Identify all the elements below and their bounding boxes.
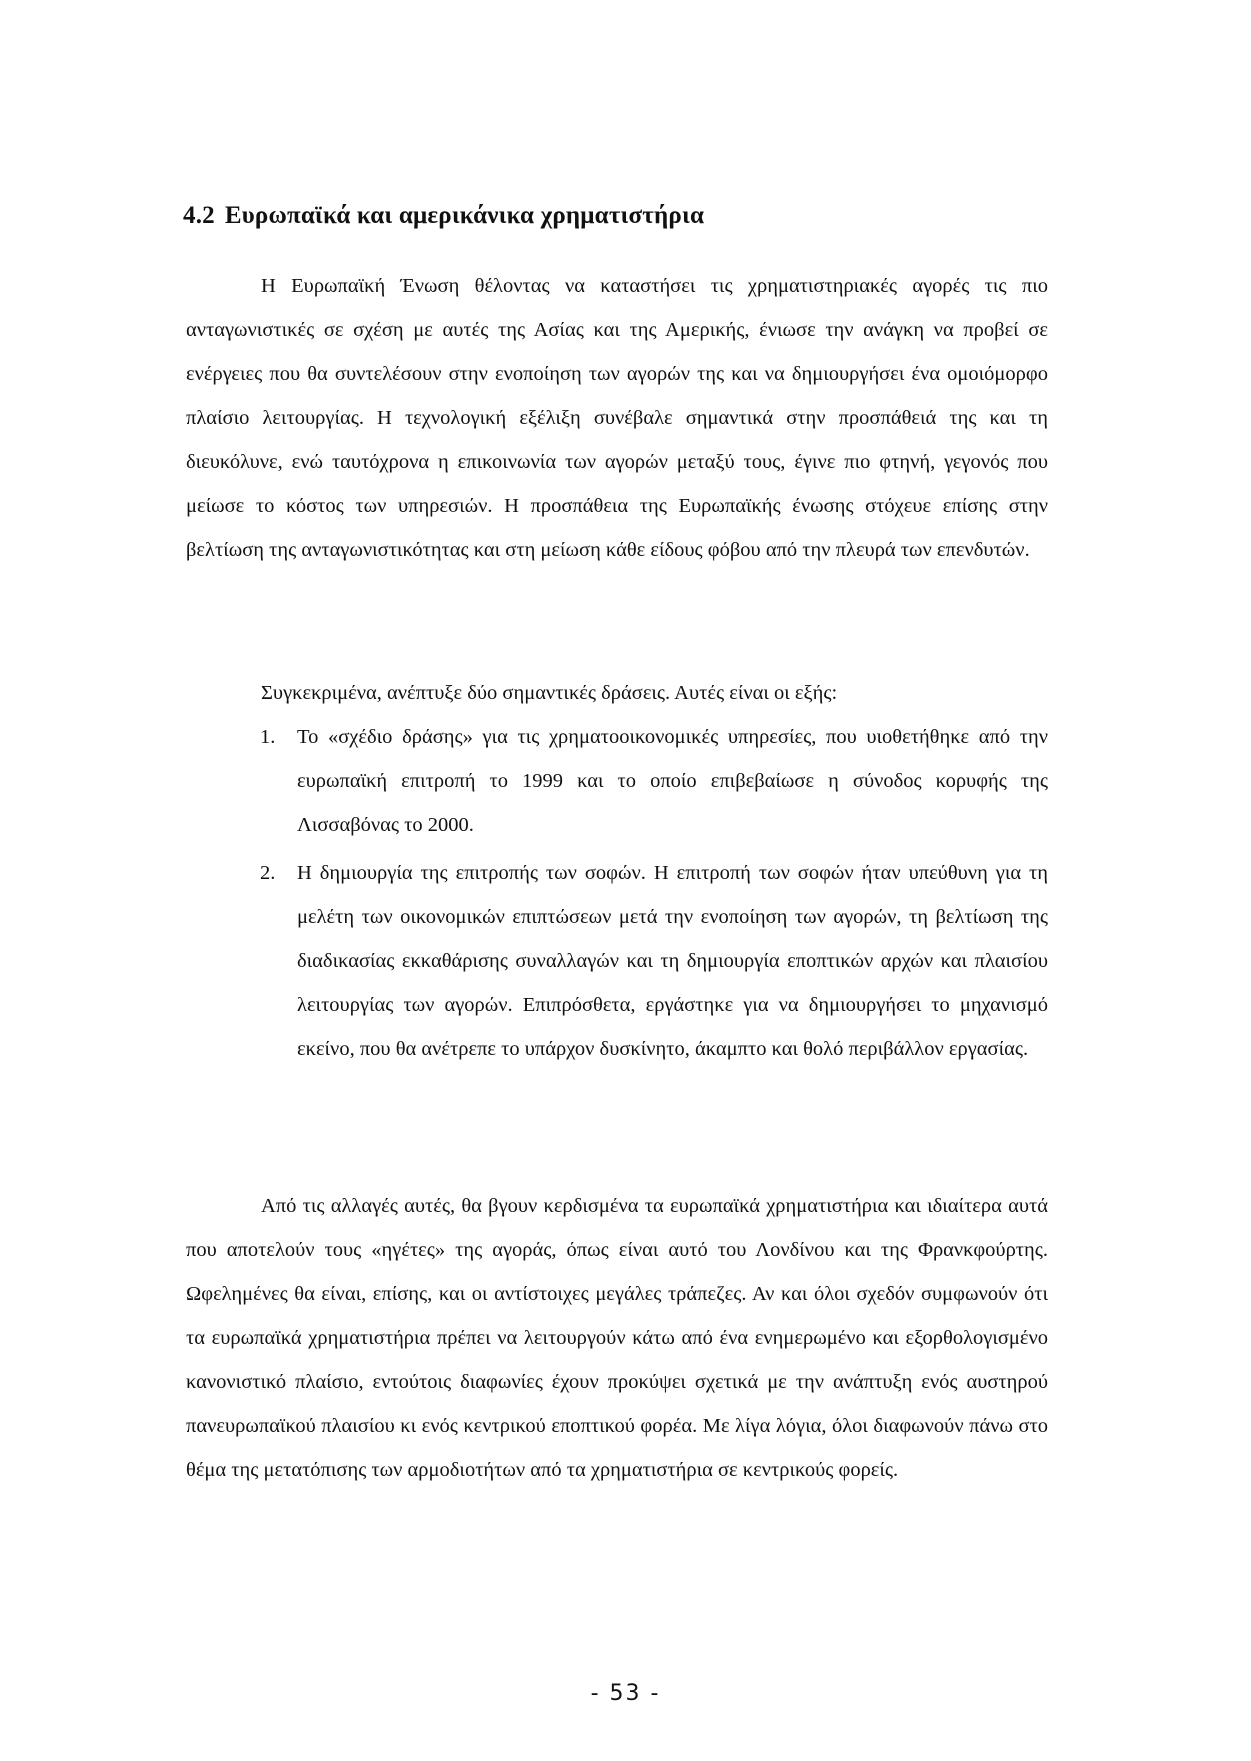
list-item-number: 2. <box>260 862 276 884</box>
section-heading <box>183 202 704 230</box>
list-item-number: 1. <box>260 726 276 748</box>
page-number: - 53 - <box>590 1681 661 1706</box>
list-item-text: Η δημιουργία της επιτροπής των σοφών. Η επιτροπή των σοφών ήταν υπεύθυνη για τη μελέτη των οικονομικών επιπτώσεων μετά την ενοποίηση των αγορών, τη βελτίωση της διαδικασίας εκκαθάρισης συναλλαγών και τη δημιουργία εποπτικών αρχών και πλαισίου λειτουργίας των αγορών. Επιπρόσθετα, εργάστηκε για να δημιουργήσει το μηχανισμό εκείνο, που θα ανέτρεπε το υπάρχον δυσκίνητο, άκαμπτο και θολό περιβάλλον εργασίας. <box>297 862 1048 1060</box>
list-item-text: Το «σχέδιο δράσης» για τις χρηματοοικονομικές υπηρεσίες, που υιοθετήθηκε από την ευρωπαϊκή επιτροπή το 1999 και το οποίο επιβεβαίωσε η σύνοδος κορυφής της Λισσαβόνας το 2000. <box>297 726 1048 836</box>
section-title: Ευρωπαϊκά και αμερικάνικα χρηματιστήρια <box>224 202 705 229</box>
paragraph-conclusion: Από τις αλλαγές αυτές, θα βγουν κερδισμένα τα ευρωπαϊκά χρηματιστήρια και ιδιαίτερα αυτά που αποτελούν τους «ηγέτες» της αγοράς, όπως είναι αυτό του Λονδίνου και της Φρανκφούρτης. Ωφελημένες θα είναι, επίσης, και οι αντίστοιχες μεγάλες τράπεζες. Αν και όλοι σχεδόν συμφωνούν ότι τα ευρωπαϊκά χρηματιστήρια πρέπει να λειτουργούν κάτω από ένα ενημερωμένο και εξορθολογισμένο κανονιστικό πλαίσιο, εντούτοις διαφωνίες έχουν προκύψει σχετικά με την ανάπτυξη ενός αυστηρού πανευρωπαϊκού πλαισίου κι ενός κεντρικού εποπτικού φορέα. Με λίγα λόγια, όλοι διαφωνούν πάνω στο θέμα της μετατόπισης των αρμοδιοτήτων από τα χρηματιστήρια σε κεντρικούς φορείς. <box>186 1195 1048 1481</box>
paragraph-actions-intro: Συγκεκριμένα, ανέπτυξε δύο σημαντικές δράσεις. Αυτές είναι οι εξής: <box>261 682 838 704</box>
section-number: 4.2 <box>183 202 215 229</box>
paragraph-intro: Η Ευρωπαϊκή Ένωση θέλοντας να καταστήσει τις χρηματιστηριακές αγορές τις πιο ανταγωνιστικές σε σχέση με αυτές της Ασίας και της Αμερικής, ένιωσε την ανάγκη να προβεί σε ενέργειες που θα συντελέσουν στην ενοποίηση των αγορών της και να δημιουργήσει ένα ομοιόμορφο πλαίσιο λειτουργίας. Η τεχνολογική εξέλιξη συνέβαλε σημαντικά στην προσπάθειά της και τη διευκόλυνε, ενώ ταυτόχρονα η επικοινωνία των αγορών μεταξύ τους, έγινε πιο φτηνή, γεγονός που μείωσε το κόστος των υπηρεσιών. Η προσπάθεια της Ευρωπαϊκής ένωσης στόχευε επίσης στην βελτίωση της ανταγωνιστικότητας και στη μείωση κάθε είδους φόβου από την πλευρά των επενδυτών. <box>186 275 1048 561</box>
